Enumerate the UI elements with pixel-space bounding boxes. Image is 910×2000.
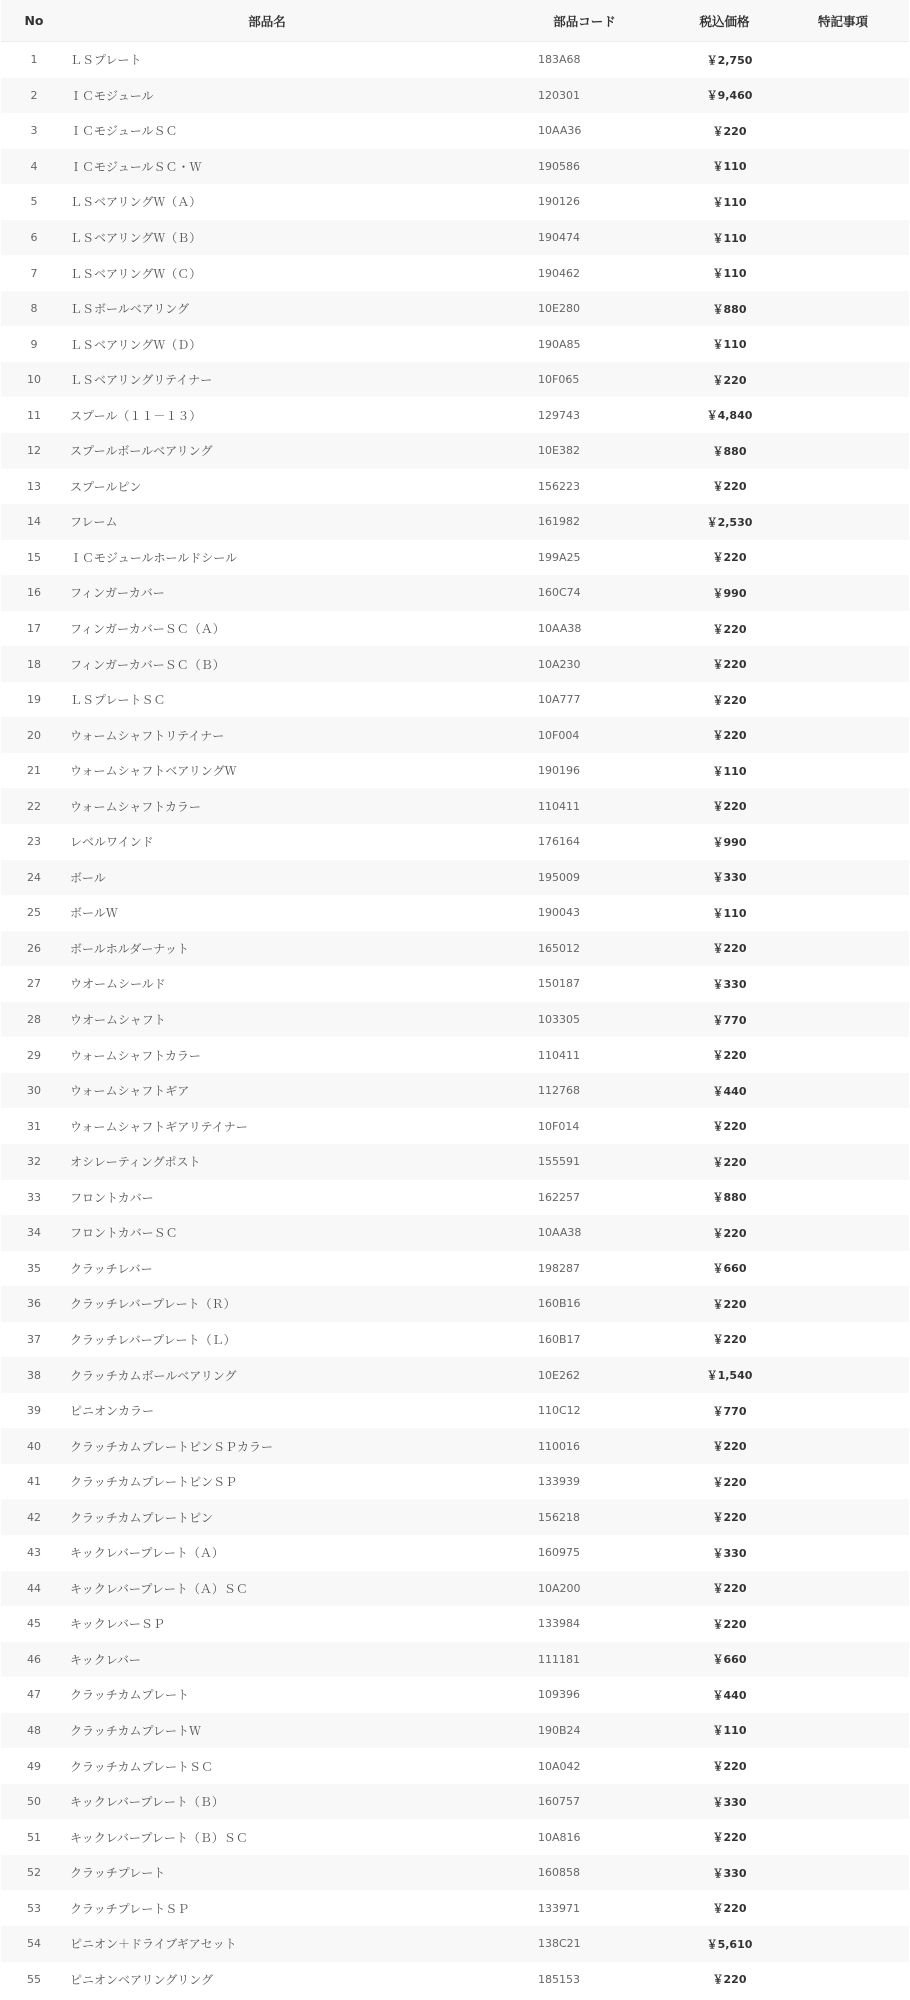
cell-part-name: ボールＷ bbox=[70, 906, 118, 921]
table-row bbox=[1, 1251, 909, 1287]
cell-part-code: 103305 bbox=[538, 1013, 580, 1027]
cell-part-name: ＬＳベアリングＷ（Ｂ） bbox=[70, 231, 202, 245]
header-part-code: 部品コード bbox=[553, 13, 616, 29]
header-notes: 特記事項 bbox=[817, 13, 868, 29]
table-row bbox=[1, 504, 909, 540]
cell-part-name: クラッチプレートＳＰ bbox=[70, 1901, 190, 1916]
cell-part-name: ウォームシャフトリテイナー bbox=[70, 728, 225, 743]
cell-part-name: フレーム bbox=[70, 515, 118, 530]
cell-price: ￥220 bbox=[712, 373, 747, 387]
cell-no: 52 bbox=[27, 1866, 41, 1880]
cell-price: ￥110 bbox=[712, 338, 747, 352]
table-row bbox=[1, 1144, 909, 1180]
cell-price: ￥110 bbox=[712, 195, 747, 209]
cell-part-name: クラッチカムプレート bbox=[70, 1688, 190, 1703]
table-row bbox=[1, 42, 909, 78]
cell-no: 9 bbox=[30, 337, 38, 351]
cell-part-name: ＩＣモジュールＳＣ bbox=[70, 124, 178, 139]
table-row bbox=[1, 788, 909, 824]
cell-part-code: 10F004 bbox=[538, 728, 580, 742]
cell-no: 45 bbox=[27, 1617, 41, 1631]
cell-no: 55 bbox=[27, 1972, 41, 1986]
cell-price: ￥9,460 bbox=[706, 89, 753, 103]
cell-part-name: ＬＳベアリングＷ（Ａ） bbox=[70, 195, 202, 210]
cell-price: ￥220 bbox=[712, 1049, 747, 1063]
cell-part-code: 110411 bbox=[538, 799, 580, 813]
table-row bbox=[1, 113, 909, 149]
cell-part-code: 190196 bbox=[538, 764, 580, 778]
cell-no: 5 bbox=[30, 195, 38, 209]
table-row bbox=[1, 1642, 909, 1678]
cell-part-code: 150187 bbox=[538, 977, 580, 991]
cell-part-name: クラッチカムプレートピン bbox=[70, 1510, 214, 1525]
cell-part-name: ＬＳベアリングＷ（Ｄ） bbox=[70, 337, 202, 352]
cell-part-code: 111181 bbox=[538, 1652, 580, 1666]
cell-part-code: 10AA38 bbox=[538, 622, 582, 636]
cell-part-name: クラッチレバープレート（Ｒ） bbox=[70, 1297, 236, 1312]
cell-price: ￥220 bbox=[712, 1582, 747, 1596]
table-row bbox=[1, 1677, 909, 1713]
cell-part-code: 160975 bbox=[538, 1546, 580, 1560]
cell-price: ￥5,610 bbox=[706, 1937, 753, 1951]
table-row bbox=[1, 753, 909, 789]
table-row bbox=[1, 931, 909, 967]
cell-no: 15 bbox=[27, 550, 41, 564]
header-no: No bbox=[24, 13, 44, 28]
cell-part-code: 120301 bbox=[538, 88, 580, 102]
cell-part-code: 160B17 bbox=[538, 1332, 581, 1346]
cell-no: 38 bbox=[27, 1368, 41, 1382]
header-part-name: 部品名 bbox=[248, 13, 286, 29]
cell-no: 16 bbox=[27, 586, 41, 600]
cell-part-name: フィンガーカバー bbox=[70, 586, 165, 601]
cell-no: 8 bbox=[30, 302, 38, 316]
cell-no: 34 bbox=[27, 1226, 41, 1240]
cell-part-code: 162257 bbox=[538, 1190, 580, 1204]
cell-part-code: 190B24 bbox=[538, 1723, 581, 1737]
cell-price: ￥110 bbox=[712, 160, 747, 174]
cell-no: 49 bbox=[27, 1759, 41, 1773]
cell-part-code: 160757 bbox=[538, 1795, 580, 1809]
cell-part-code: 10E280 bbox=[538, 302, 580, 316]
cell-no: 31 bbox=[27, 1119, 41, 1133]
cell-part-code: 110016 bbox=[538, 1439, 580, 1453]
table-row bbox=[1, 717, 909, 753]
cell-no: 1 bbox=[30, 53, 38, 67]
cell-no: 32 bbox=[27, 1155, 41, 1169]
cell-part-code: 109396 bbox=[538, 1688, 580, 1702]
cell-price: ￥220 bbox=[712, 693, 747, 707]
cell-price: ￥330 bbox=[712, 871, 747, 885]
cell-part-code: 160B16 bbox=[538, 1297, 581, 1311]
cell-part-code: 133939 bbox=[538, 1475, 580, 1489]
table-header bbox=[1, 0, 909, 42]
cell-no: 6 bbox=[30, 231, 38, 244]
table-row bbox=[1, 1215, 909, 1251]
cell-part-code: 10AA38 bbox=[538, 1226, 582, 1240]
cell-price: ￥220 bbox=[712, 1120, 747, 1134]
cell-part-code: 110411 bbox=[538, 1048, 580, 1062]
cell-price: ￥220 bbox=[712, 124, 747, 138]
cell-price: ￥2,530 bbox=[706, 515, 753, 529]
cell-part-name: フロントカバーＳＣ bbox=[70, 1226, 178, 1241]
table-row bbox=[1, 397, 909, 433]
cell-no: 50 bbox=[27, 1795, 41, 1809]
cell-part-code: 190462 bbox=[538, 266, 580, 280]
cell-part-name: ウォームシャフトギア bbox=[70, 1084, 190, 1099]
cell-price: ￥220 bbox=[712, 551, 747, 565]
cell-part-code: 156223 bbox=[538, 479, 580, 493]
table-row bbox=[1, 291, 909, 327]
table-row bbox=[1, 824, 909, 860]
cell-price: ￥880 bbox=[712, 302, 747, 316]
cell-no: 27 bbox=[27, 977, 41, 991]
cell-part-code: 10A042 bbox=[538, 1759, 581, 1773]
cell-no: 36 bbox=[27, 1297, 41, 1311]
table-row bbox=[1, 1180, 909, 1216]
cell-part-code: 10E382 bbox=[538, 444, 580, 458]
cell-part-code: 160858 bbox=[538, 1866, 580, 1880]
table-row bbox=[1, 966, 909, 1002]
cell-price: ￥330 bbox=[712, 1866, 747, 1880]
table-row bbox=[1, 1855, 909, 1891]
cell-price: ￥220 bbox=[712, 800, 747, 814]
cell-part-name: スプールボールベアリング bbox=[70, 444, 213, 459]
cell-price: ￥4,840 bbox=[706, 409, 753, 423]
cell-part-name: クラッチカムプレートＷ bbox=[70, 1723, 202, 1738]
cell-price: ￥990 bbox=[712, 586, 747, 600]
cell-part-code: 155591 bbox=[538, 1155, 580, 1169]
cell-no: 14 bbox=[27, 515, 41, 529]
cell-part-code: 198287 bbox=[538, 1261, 580, 1275]
cell-part-code: 10AA36 bbox=[538, 124, 582, 138]
cell-price: ￥110 bbox=[712, 906, 747, 920]
table-row bbox=[1, 1926, 909, 1962]
table-row bbox=[1, 1037, 909, 1073]
cell-part-name: ＬＳベアリングリテイナー bbox=[70, 373, 213, 388]
cell-price: ￥990 bbox=[712, 835, 747, 849]
cell-part-code: 185153 bbox=[538, 1972, 580, 1986]
cell-part-name: フィンガーカバーＳＣ（Ａ） bbox=[70, 622, 225, 637]
cell-no: 4 bbox=[30, 159, 38, 173]
cell-no: 33 bbox=[27, 1190, 41, 1204]
cell-no: 37 bbox=[27, 1332, 41, 1346]
table-row bbox=[1, 362, 909, 398]
cell-no: 48 bbox=[27, 1723, 41, 1737]
cell-part-code: 138C21 bbox=[538, 1937, 581, 1951]
cell-part-name: クラッチカムボールベアリング bbox=[70, 1368, 237, 1383]
cell-part-name: クラッチプレート bbox=[70, 1866, 166, 1881]
cell-part-name: ＩＣモジュールホールドシール bbox=[70, 550, 238, 565]
cell-part-code: 190586 bbox=[538, 159, 580, 173]
cell-part-name: ピニオンベアリングリング bbox=[70, 1972, 214, 1987]
cell-price: ￥660 bbox=[712, 1262, 747, 1276]
cell-price: ￥110 bbox=[712, 764, 747, 778]
cell-part-code: 10A777 bbox=[538, 693, 581, 707]
cell-no: 40 bbox=[27, 1439, 41, 1453]
cell-part-code: 183A68 bbox=[538, 53, 581, 67]
table-row bbox=[1, 1464, 909, 1500]
cell-no: 35 bbox=[27, 1261, 41, 1275]
table-row bbox=[1, 469, 909, 505]
cell-price: ￥220 bbox=[712, 1902, 747, 1916]
cell-price: ￥220 bbox=[712, 1226, 747, 1240]
cell-no: 25 bbox=[27, 906, 41, 920]
cell-part-name: ウォームシャフトカラー bbox=[70, 1048, 201, 1063]
table-row bbox=[1, 1286, 909, 1322]
table-row bbox=[1, 1499, 909, 1535]
cell-part-name: ピニオン＋ドライブギアセット bbox=[70, 1937, 237, 1952]
cell-no: 24 bbox=[27, 870, 41, 884]
table-row bbox=[1, 1393, 909, 1429]
cell-part-name: レベルワインド bbox=[70, 835, 154, 850]
cell-part-name: ボール bbox=[70, 870, 106, 885]
table-row bbox=[1, 433, 909, 469]
cell-part-name: キックレバープレート（Ａ）ＳＣ bbox=[70, 1581, 248, 1596]
cell-part-name: ウオームシャフト bbox=[70, 1013, 166, 1028]
cell-part-name: ＬＳプレートＳＣ bbox=[70, 693, 166, 708]
cell-no: 51 bbox=[27, 1830, 41, 1844]
table-row bbox=[1, 1819, 909, 1855]
table-row bbox=[1, 1713, 909, 1749]
cell-part-code: 133971 bbox=[538, 1901, 580, 1915]
cell-no: 20 bbox=[27, 728, 41, 742]
cell-part-name: スプールピン bbox=[70, 479, 142, 494]
table-row bbox=[1, 1748, 909, 1784]
cell-no: 23 bbox=[27, 835, 41, 849]
cell-price: ￥220 bbox=[712, 1760, 747, 1774]
cell-part-code: 195009 bbox=[538, 870, 580, 884]
cell-price: ￥110 bbox=[712, 267, 747, 281]
cell-part-name: フィンガーカバーＳＣ（Ｂ） bbox=[70, 657, 225, 672]
cell-part-code: 190043 bbox=[538, 906, 580, 920]
cell-part-name: キックレバー bbox=[70, 1652, 141, 1667]
table-row bbox=[1, 575, 909, 611]
table-row bbox=[1, 1571, 909, 1607]
table-row bbox=[1, 1357, 909, 1393]
cell-price: ￥440 bbox=[712, 1084, 747, 1098]
cell-part-code: 10F065 bbox=[538, 373, 580, 387]
cell-no: 44 bbox=[27, 1581, 41, 1595]
cell-price: ￥220 bbox=[712, 1617, 747, 1631]
cell-part-name: ウォームシャフトベアリングＷ bbox=[70, 764, 237, 779]
cell-price: ￥220 bbox=[712, 729, 747, 743]
cell-price: ￥220 bbox=[712, 1511, 747, 1525]
cell-no: 2 bbox=[30, 88, 38, 102]
cell-part-code: 190126 bbox=[538, 195, 580, 209]
cell-part-name: クラッチレバー bbox=[70, 1261, 153, 1276]
cell-part-code: 190474 bbox=[538, 231, 580, 244]
cell-no: 13 bbox=[27, 479, 41, 493]
table-row bbox=[1, 1962, 909, 1998]
cell-part-name: クラッチカムプレートＳＣ bbox=[70, 1759, 214, 1774]
table-row bbox=[1, 1890, 909, 1926]
cell-part-name: キックレバープレート（Ｂ）ＳＣ bbox=[70, 1830, 248, 1845]
cell-no: 7 bbox=[30, 266, 38, 280]
cell-no: 47 bbox=[27, 1688, 41, 1702]
table-row bbox=[1, 1002, 909, 1038]
cell-part-name: クラッチカムプレートピンＳＰ bbox=[70, 1475, 238, 1490]
cell-part-name: ウォームシャフトカラー bbox=[70, 799, 201, 814]
cell-price: ￥440 bbox=[712, 1688, 747, 1702]
cell-part-code: 133984 bbox=[538, 1617, 580, 1631]
cell-part-code: 10A816 bbox=[538, 1830, 581, 1844]
table-row bbox=[1, 682, 909, 718]
table-row bbox=[1, 184, 909, 220]
cell-no: 17 bbox=[27, 622, 41, 636]
cell-no: 11 bbox=[27, 408, 41, 422]
cell-part-name: オシレーティングポスト bbox=[70, 1155, 201, 1170]
cell-part-name: スプール（１１－１３） bbox=[70, 408, 202, 423]
cell-part-code: 10F014 bbox=[538, 1119, 580, 1133]
cell-part-name: ボールホルダーナット bbox=[70, 941, 190, 956]
cell-part-code: 112768 bbox=[538, 1084, 580, 1098]
cell-price: ￥220 bbox=[712, 1155, 747, 1169]
cell-part-code: 156218 bbox=[538, 1510, 580, 1524]
cell-part-code: 10E262 bbox=[538, 1368, 580, 1382]
cell-no: 41 bbox=[27, 1475, 41, 1489]
cell-price: ￥220 bbox=[712, 942, 747, 956]
table-row bbox=[1, 895, 909, 931]
cell-part-name: クラッチカムプレートピンＳＰカラー bbox=[70, 1439, 274, 1454]
table-row bbox=[1, 1784, 909, 1820]
cell-no: 39 bbox=[27, 1404, 41, 1418]
cell-part-name: ウオームシールド bbox=[70, 977, 166, 992]
cell-price: ￥770 bbox=[712, 1013, 747, 1027]
cell-part-code: 10A230 bbox=[538, 657, 581, 671]
table-row bbox=[1, 1073, 909, 1109]
table-row bbox=[1, 1428, 909, 1464]
table-row bbox=[1, 540, 909, 576]
cell-no: 26 bbox=[27, 941, 41, 955]
cell-price: ￥220 bbox=[712, 1475, 747, 1489]
cell-part-name: ＬＳベアリングＷ（Ｃ） bbox=[70, 266, 202, 281]
table-row bbox=[1, 326, 909, 362]
cell-part-name: ＩＣモジュールＳＣ・Ｗ bbox=[70, 159, 202, 174]
cell-part-code: 110C12 bbox=[538, 1404, 581, 1418]
cell-price: ￥220 bbox=[712, 622, 747, 636]
header-price: 税込価格 bbox=[699, 13, 750, 29]
table-row bbox=[1, 611, 909, 647]
cell-no: 19 bbox=[27, 693, 41, 707]
cell-price: ￥330 bbox=[712, 1546, 747, 1560]
cell-price: ￥1,540 bbox=[706, 1369, 753, 1382]
cell-part-name: ＬＳボールベアリング bbox=[70, 302, 190, 317]
cell-part-name: ピニオンカラー bbox=[70, 1404, 155, 1419]
cell-no: 22 bbox=[27, 799, 41, 813]
cell-no: 10 bbox=[27, 373, 41, 387]
cell-no: 53 bbox=[27, 1901, 41, 1915]
cell-price: ￥330 bbox=[712, 977, 747, 991]
table-row bbox=[1, 1108, 909, 1144]
cell-price: ￥110 bbox=[712, 1724, 747, 1738]
cell-price: ￥220 bbox=[712, 1973, 747, 1987]
cell-no: 30 bbox=[27, 1084, 41, 1098]
cell-price: ￥880 bbox=[712, 1191, 747, 1205]
table-body bbox=[1, 42, 909, 1997]
cell-no: 54 bbox=[27, 1937, 41, 1951]
table-row bbox=[1, 149, 909, 185]
cell-no: 29 bbox=[27, 1048, 41, 1062]
cell-part-name: ＬＳプレート bbox=[70, 53, 142, 68]
cell-price: ￥330 bbox=[712, 1795, 747, 1809]
table-row bbox=[1, 255, 909, 291]
cell-price: ￥220 bbox=[712, 1831, 747, 1845]
cell-part-name: フロントカバー bbox=[70, 1190, 154, 1205]
cell-price: ￥220 bbox=[712, 658, 747, 672]
cell-price: ￥770 bbox=[712, 1404, 747, 1418]
cell-part-name: キックレバープレート（Ｂ） bbox=[70, 1795, 224, 1810]
cell-part-code: 160C74 bbox=[538, 586, 581, 600]
cell-price: ￥2,750 bbox=[706, 53, 753, 67]
cell-part-name: キックレバープレート（Ａ） bbox=[70, 1546, 224, 1561]
cell-part-code: 199A25 bbox=[538, 550, 581, 564]
cell-no: 42 bbox=[27, 1510, 41, 1524]
cell-part-code: 165012 bbox=[538, 941, 580, 955]
cell-part-code: 10A200 bbox=[538, 1581, 581, 1595]
table-row bbox=[1, 646, 909, 682]
table-row bbox=[1, 860, 909, 896]
cell-price: ￥220 bbox=[712, 1297, 747, 1311]
cell-part-name: ウォームシャフトギアリテイナー bbox=[70, 1119, 248, 1134]
cell-no: 12 bbox=[27, 444, 41, 458]
cell-price: ￥220 bbox=[712, 1440, 747, 1454]
table-row bbox=[1, 1322, 909, 1358]
cell-part-name: キックレバーＳＰ bbox=[70, 1617, 165, 1632]
cell-price: ￥660 bbox=[712, 1653, 747, 1667]
cell-price: ￥110 bbox=[712, 231, 747, 245]
cell-part-code: 161982 bbox=[538, 515, 580, 529]
cell-part-code: 176164 bbox=[538, 835, 580, 849]
parts-table bbox=[1, 0, 909, 1997]
cell-no: 3 bbox=[30, 124, 38, 138]
cell-price: ￥220 bbox=[712, 480, 747, 494]
cell-no: 21 bbox=[27, 764, 41, 778]
cell-no: 18 bbox=[27, 657, 41, 671]
table-row bbox=[1, 1535, 909, 1571]
cell-no: 28 bbox=[27, 1013, 41, 1027]
cell-part-code: 190A85 bbox=[538, 337, 581, 351]
cell-part-name: クラッチレバープレート（Ｌ） bbox=[70, 1332, 236, 1347]
cell-price: ￥880 bbox=[712, 444, 747, 458]
cell-no: 46 bbox=[27, 1652, 41, 1666]
cell-part-name: ＩＣモジュール bbox=[70, 88, 154, 103]
table-row bbox=[1, 78, 909, 114]
cell-no: 43 bbox=[27, 1546, 41, 1560]
table-row bbox=[1, 220, 909, 256]
cell-price: ￥220 bbox=[712, 1333, 747, 1347]
table-row bbox=[1, 1606, 909, 1642]
cell-part-code: 129743 bbox=[538, 408, 580, 422]
